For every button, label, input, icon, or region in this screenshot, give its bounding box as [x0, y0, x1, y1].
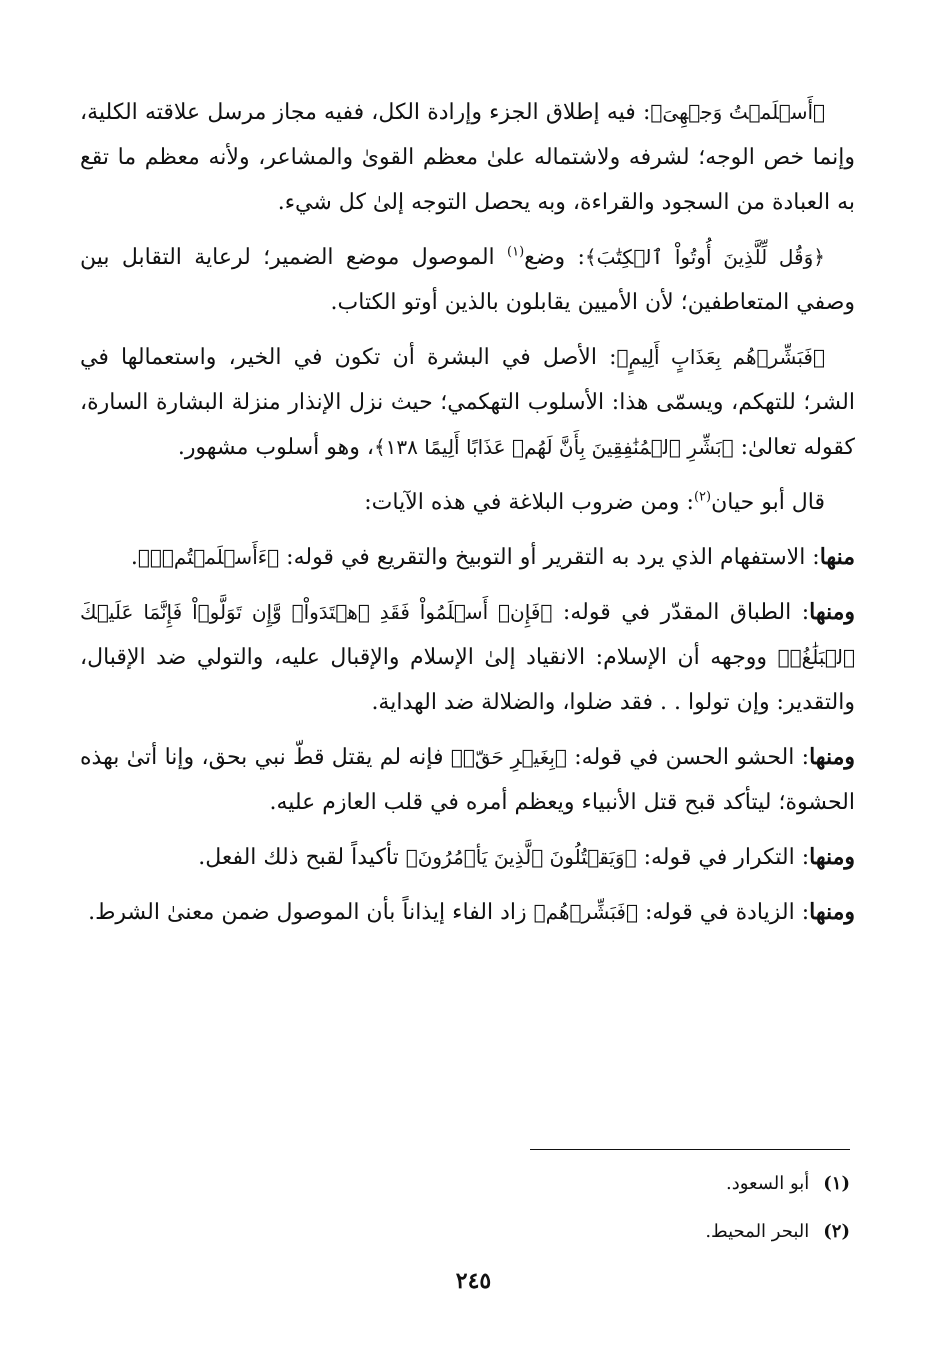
paragraph-text: : فيه إطلاق الجزء وإرادة الكل، ففيه مجاز مرسل علاقته الكلية، وإنما خص الوجه؛ لشرفه ولاشتماله علىٰ معظم القوىٰ والمشاعر، ولأنه معظم ما تقع به العبادة من السجود والقراءة، وبه يحصل التوجه إلىٰ كل شيء. — [80, 100, 855, 215]
quran-quote: ﴿وَقُل لِّلَّذِينَ أُوتُواْ ٱلۡكِتَٰبَ﴾ — [584, 245, 825, 269]
paragraph-text: : ومن ضروب البلاغة في هذه الآيات: — [364, 490, 694, 515]
rhetoric-item — [80, 735, 855, 825]
quran-quote: ﴿فَبَشِّرۡهُم﴾ — [533, 900, 638, 924]
item-text: : الاستفهام الذي يرد به التقرير أو التوبيخ والتقريع في قوله: — [286, 545, 820, 570]
footnote-number: (١) — [823, 1173, 850, 1194]
quran-quote: ﴿ءَأَسۡلَمۡتُمۡۚ﴾ — [137, 545, 280, 569]
footnote-ref[interactable]: (٢) — [693, 489, 712, 505]
paragraph-text: : الأصل في البشرة أن تكون في الخير، واستعمالها في الشر؛ للتهكم، ويسمّى هذا: الأسلوب التهكمي؛ حيث نزل الإنذار منزلة البشارة السارة، كقوله تعالىٰ: — [80, 345, 855, 460]
footnote-text: البحر المحيط. — [705, 1221, 810, 1242]
quran-quote: ﴿بِغَيۡرِ حَقّٖ﴾ — [450, 745, 567, 769]
quran-quote: ﴿بَشِّرِ ٱلۡمُنَٰفِقِينَ بِأَنَّ لَهُمۡ عَذَابًا أَلِيمًا ١٣٨﴾ — [373, 435, 734, 459]
item-tail: . — [130, 545, 138, 570]
footnote-item — [80, 1160, 850, 1208]
item-lead: ومنها — [809, 599, 855, 625]
footnote-number: (٢) — [823, 1221, 850, 1242]
footnotes — [80, 1160, 850, 1256]
quran-quote: ﴿فَبَشِّرۡهُم بِعَذَابٍ أَلِيمٍ﴾ — [616, 345, 825, 369]
page-body — [80, 90, 855, 945]
paragraph-text: : وضع — [524, 245, 585, 270]
rhetoric-item — [80, 590, 855, 725]
quran-quote: ﴿فَإِنۡ أَسۡلَمُواْ فَقَدِ ٱهۡتَدَواْۖ وَّإِن تَوَلَّوۡاْ فَإِنَّمَا عَلَيۡكَ ٱلۡبَلَٰغُۗ﴾ — [80, 600, 855, 669]
page-number: ٢٤٥ — [455, 1268, 492, 1294]
item-text: : الحشو الحسن في قوله: — [574, 745, 810, 770]
paragraph-text: ، وهو أسلوب مشهور. — [177, 435, 374, 460]
item-lead: ومنها — [809, 844, 855, 870]
paragraph-3 — [80, 335, 855, 470]
item-text: : الطباق المقدّر في قوله: — [562, 600, 810, 625]
paragraph-2 — [80, 235, 855, 325]
quran-quote: ﴿أَسۡلَمۡتُ وَجۡهِىَ﴾ — [650, 100, 826, 124]
footnote-text: أبو السعود. — [725, 1173, 810, 1194]
paragraph-text: الموصول موضع الضمير؛ لرعاية التقابل بين وصفي المتعاطفين؛ لأن الأميين يقابلون بالذين أوتو الكتاب. — [80, 245, 855, 315]
footnote-ref[interactable]: (١) — [507, 244, 525, 260]
item-text: : الزيادة في قوله: — [644, 900, 810, 925]
item-tail: ووجهه أن الإسلام: الانقياد إلىٰ الإسلام والإقبال عليه، والتولي ضد الإقبال، والتقدير: وإن تولوا . . فقد ضلوا، والضلالة ضد الهداية. — [80, 645, 855, 715]
rhetoric-item — [80, 835, 855, 880]
item-lead: ومنها — [809, 744, 855, 770]
quran-quote: ﴿وَيَقۡتُلُونَ ٱلَّذِينَ يَأۡمُرُونَ﴾ — [405, 845, 637, 869]
item-text: : التكرار في قوله: — [643, 845, 810, 870]
item-lead: ومنها — [809, 899, 855, 925]
paragraph-text: قال أبو حيان — [711, 490, 825, 515]
paragraph-1 — [80, 90, 855, 225]
item-tail: زاد الفاء إيذاناً بأن الموصول ضمن معنىٰ الشرط. — [88, 900, 534, 925]
footnote-item — [80, 1208, 850, 1256]
rhetoric-item — [80, 535, 855, 580]
rhetoric-item — [80, 890, 855, 935]
item-tail: تأكيداً لقبح ذلك الفعل. — [198, 845, 406, 870]
item-lead: منها — [819, 544, 855, 570]
item-tail: فإنه لم يقتل قطّ نبي بحق، وإنا أتىٰ بهذه الحشوة؛ ليتأكد قبح قتل الأنبياء ويعظم أمره في قلب العازم عليه. — [80, 745, 855, 815]
abu-hayyan-paragraph — [80, 480, 855, 525]
footnote-divider — [530, 1149, 850, 1150]
